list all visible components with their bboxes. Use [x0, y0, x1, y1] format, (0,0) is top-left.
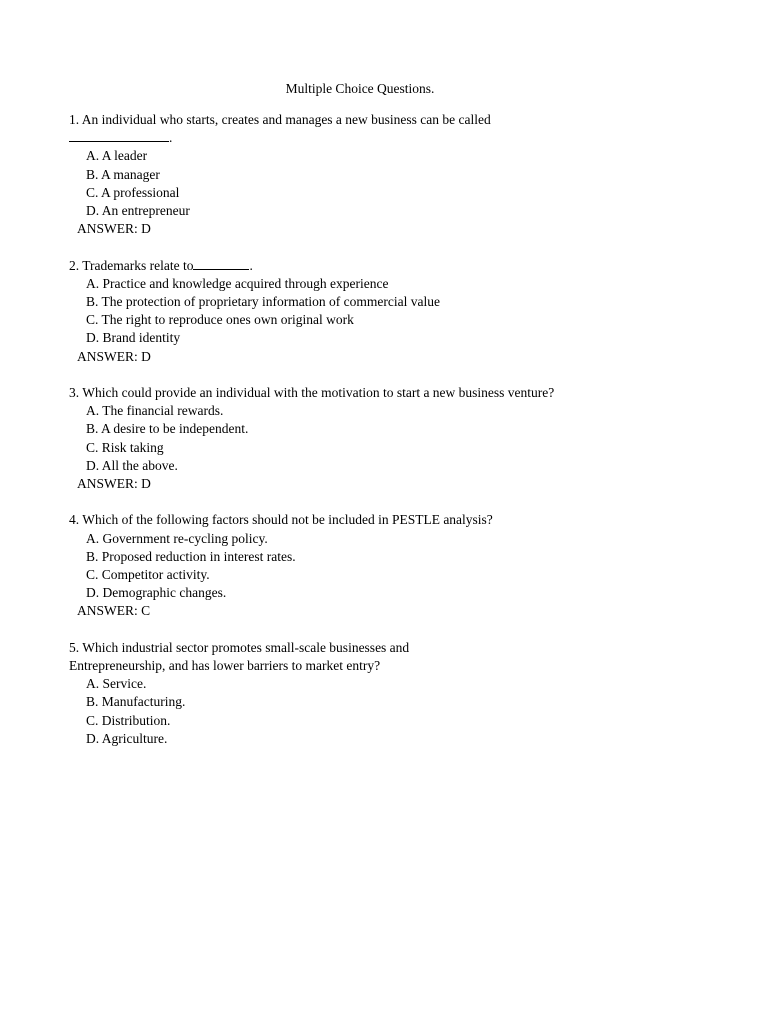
question-4	[69, 511, 749, 620]
option-b: B. Proposed reduction in interest rates.	[86, 548, 296, 564]
option-d: D. All the above.	[86, 457, 178, 473]
answer-key: ANSWER: D	[77, 476, 151, 492]
option-c: C. Competitor activity.	[86, 567, 210, 583]
option-c: C. Risk taking	[86, 439, 164, 455]
question-stem: 3. Which could provide an individual with the motivation to start a new business venture?	[69, 385, 555, 401]
question-stem: 4. Which of the following factors should not be included in PESTLE analysis?	[69, 512, 493, 528]
option-a: A. A leader	[86, 148, 148, 164]
question-2	[69, 257, 749, 366]
option-a: A. Practice and knowledge acquired through experience	[86, 275, 389, 291]
option-a: A. Service.	[86, 676, 147, 692]
question-3	[69, 384, 749, 493]
question-stem-line-2: Entrepreneurship, and has lower barriers to market entry?	[69, 658, 381, 674]
blank-suffix: .	[169, 130, 173, 146]
blank-suffix: .	[249, 257, 253, 273]
question-stem-line-1: 5. Which industrial sector promotes small-scale businesses and	[69, 639, 410, 655]
option-b: B. Manufacturing.	[86, 694, 186, 710]
option-d: D. Agriculture.	[86, 730, 168, 746]
answer-blank-line	[69, 129, 749, 147]
question-stem-line	[69, 257, 749, 275]
option-b: B. The protection of proprietary information of commercial value	[86, 294, 441, 310]
option-c: C. A professional	[86, 184, 180, 200]
question-stem: 1. An individual who starts, creates and manages a new business can be called	[69, 112, 491, 127]
answer-blank	[69, 129, 169, 142]
page-title: Multiple Choice Questions.	[285, 81, 435, 96]
answer-key: ANSWER: C	[77, 603, 151, 619]
answer-blank	[193, 257, 249, 270]
option-d: D. Brand identity	[86, 330, 181, 346]
answer-key: ANSWER: D	[77, 221, 151, 237]
question-list	[69, 111, 749, 766]
option-a: A. The financial rewards.	[86, 403, 224, 419]
option-c: C. The right to reproduce ones own original work	[86, 312, 354, 328]
option-a: A. Government re-cycling policy.	[86, 530, 268, 546]
option-b: B. A manager	[86, 166, 160, 182]
option-c: C. Distribution.	[86, 712, 171, 728]
question-5	[69, 639, 749, 748]
option-b: B. A desire to be independent.	[86, 421, 249, 437]
option-d: D. An entrepreneur	[86, 203, 190, 219]
question-1	[69, 111, 749, 238]
option-d: D. Demographic changes.	[86, 585, 227, 601]
answer-key: ANSWER: D	[77, 348, 151, 364]
question-stem: 2. Trademarks relate to	[69, 257, 194, 273]
